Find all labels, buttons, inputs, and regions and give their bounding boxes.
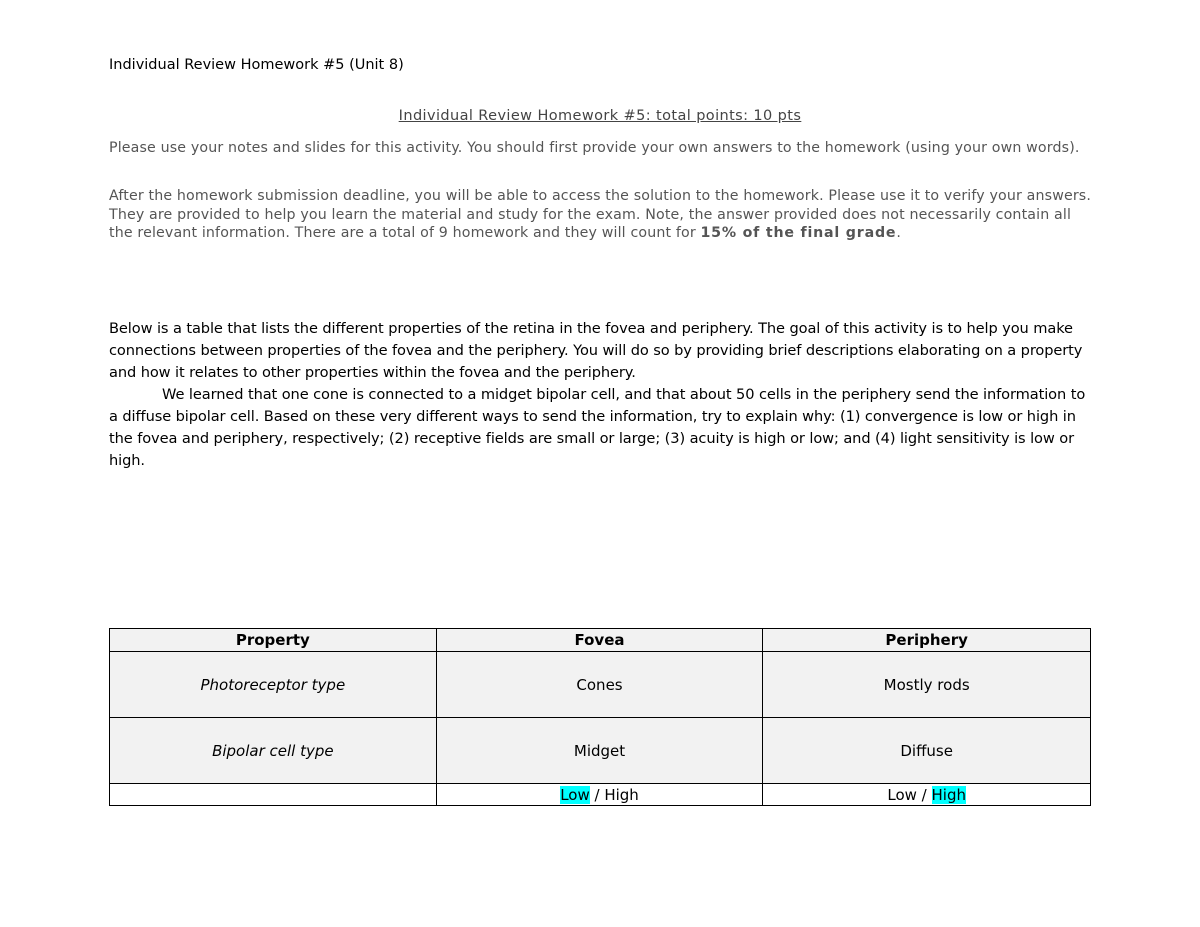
intro-paragraph-2-text: After the homework submission deadline, you will be able to access the solution to the homework. Please use it to verify your answers. They are provided to help you learn the material and study for the exam. Note, the answer provided does not necessarily contain all the relevant information. There are a total of 9 homework and they will count for	[109, 188, 1092, 241]
fovea-separator: /	[589, 785, 605, 804]
document-heading: Individual Review Homework #5: total points: 10 pts	[398, 108, 802, 124]
column-header-fovea: Fovea	[436, 629, 763, 652]
fovea-high-option[interactable]: High	[604, 785, 639, 804]
choice-row	[110, 784, 1091, 806]
column-header-periphery: Periphery	[763, 629, 1091, 652]
row-fovea-cell[interactable]: Cones	[436, 652, 763, 718]
row-periphery-cell[interactable]: Diffuse	[763, 718, 1091, 784]
fovea-choice-cell[interactable]	[436, 784, 763, 806]
grade-weight-emphasis: 15% of the final grade	[700, 225, 897, 241]
intro-paragraph-1: Please use your notes and slides for this activity. You should first provide your own answers to the homework (using your own words).	[109, 140, 1080, 156]
intro-paragraph-2-end: .	[896, 225, 901, 241]
retina-properties-table	[109, 628, 1091, 806]
table-header-row	[110, 629, 1091, 652]
periphery-high-option[interactable]: High	[931, 785, 966, 804]
periphery-separator: /	[916, 785, 932, 804]
column-header-property: Property	[110, 629, 437, 652]
header-title: Individual Review Homework #5 (Unit 8)	[109, 57, 404, 73]
row-fovea-cell[interactable]: Midget	[436, 718, 763, 784]
periphery-choice-cell[interactable]	[763, 784, 1091, 806]
intro-paragraph-2	[109, 187, 1094, 243]
row-property-cell: Bipolar cell type	[110, 718, 437, 784]
table-row	[110, 652, 1091, 718]
row-periphery-cell[interactable]: Mostly rods	[763, 652, 1091, 718]
table-row	[110, 718, 1091, 784]
row-property-cell: Photoreceptor type	[110, 652, 437, 718]
choice-property-cell[interactable]	[110, 784, 437, 806]
fovea-low-option[interactable]: Low	[560, 785, 590, 804]
instructions-paragraph-2: We learned that one cone is connected to a midget bipolar cell, and that about 50 cells in the periphery send the information to a diffuse bipolar cell. Based on these very different ways to send the information, try to explain why: (1) convergence is low or high in the fovea and periphery, respectively; (2) receptive fields are small or large; (3) acuity is high or low; and (4) light sensitivity is low or high.	[109, 386, 1086, 469]
periphery-low-option[interactable]: Low	[887, 785, 917, 804]
instructions-paragraph-1: Below is a table that lists the different properties of the retina in the fovea and periphery. The goal of this activity is to help you make connections between properties of the fovea and the periphery. You will do so by providing brief descriptions elaborating on a property and how it relates to other properties within the fovea and the periphery.	[109, 320, 1083, 381]
